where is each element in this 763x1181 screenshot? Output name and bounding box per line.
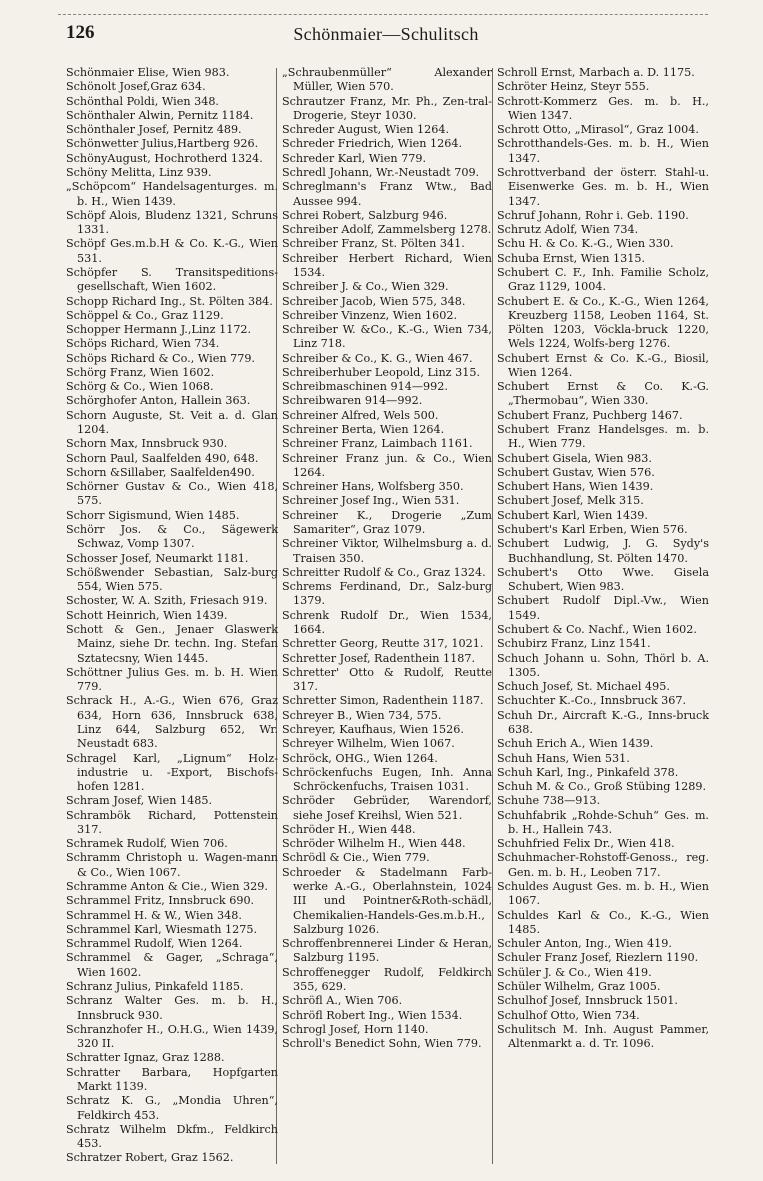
directory-entry: Schretter Simon, Radenthein 1187. [282,694,484,708]
directory-entry: Schubert Ludwig, J. G. Sydy's Buchhandlung, St. Pölten 1470. [497,537,709,565]
directory-entry: Schreiner Viktor, Wilhelmsburg a. d. Traisen 350. [282,537,492,565]
directory-entry: Schrammel H. & W., Wien 348. [66,908,242,922]
directory-entry: Schrott Otto, „Mirasol“, Graz 1004. [497,123,699,137]
directory-entry: Schörghofer Anton, Hallein 363. [66,394,251,408]
directory-entry: Schuh Dr., Aircraft K.-G., Inns-bruck 638. [497,708,709,736]
directory-entry: Schuh Erich A., Wien 1439. [497,737,654,751]
directory-entry: Schrogl Josef, Horn 1140. [282,1022,429,1036]
directory-entry: Schrottverband der österr. Stahl-u. Eisenwerke Ges. m. b. H., Wien 1347. [497,165,709,208]
directory-entry: Schubert Josef, Melk 315. [497,494,644,508]
directory-entry: Schröfl A., Wien 706. [282,994,403,1008]
directory-entry: Schreiber Herbert Richard, Wien 1534. [282,251,492,279]
directory-entry: Schrei Robert, Salzburg 946. [282,208,448,222]
directory-entry: Schuh M. & Co., Groß Stübing 1289. [497,780,707,794]
directory-entry: Schönolt Josef,Graz 634. [66,80,206,94]
directory-entry: Schroeder & Stadelmann Farb-werke A.-G., Oberlahnstein, 1024 III und Pointner&Roth-schädl, Chemikalien-Handels-Ges.m.b.H., Salzburg 1026. [282,865,492,936]
directory-entry: Schubert's Karl Erben, Wien 576. [497,523,688,536]
directory-entry: Schöpf Alois, Bludenz 1321, Schruns 1331. [66,208,278,237]
directory-entry: Schöppel & Co., Graz 1129. [66,308,224,322]
directory-entry: Schulhof Otto, Wien 734. [497,1008,640,1022]
directory-entry: Schuhfried Felix Dr., Wien 418. [497,837,675,851]
directory-entry: Schroffenbrennerei Linder & Heran, Salzburg 1195. [282,937,492,965]
directory-entry: Schrems Ferdinand, Dr., Salz-burg 1379. [282,580,492,608]
directory-entry: Schubert E. & Co., K.-G., Wien 1264, Kreuzberg 1158, Leoben 1164, St. Pölten 1203, Vöckla-bruck 1220, Wels 1224, Wolfs-berg 1276. [497,294,709,351]
directory-entry: Schoster, W. A. Szith, Friesach 919. [66,594,268,608]
directory-entry: Schöpfer S. Transitspeditions-gesellschaft, Wien 1602. [66,265,278,294]
directory-entry: Schrotthandels-Ges. m. b. H., Wien 1347. [497,137,709,165]
directory-entry: Schrambök Richard, Pottenstein 317. [66,808,278,836]
directory-entry: Schrenk Rudolf Dr., Wien 1534, 1664. [282,608,492,636]
directory-entry: Schörr Jos. & Co., Sägewerk Schwaz, Vomp 1307. [66,523,278,551]
directory-entry: Schott Heinrich, Wien 1439. [66,608,228,622]
directory-entry: Schubert Gustav, Wien 576. [497,465,655,479]
directory-entry: Schreiber Jacob, Wien 575, 348. [282,294,466,308]
directory-entry: Schüler Wilhelm, Graz 1005. [497,980,661,993]
directory-entry: Schroffenegger Rudolf, Feldkirch 355, 629. [282,965,492,993]
directory-entry: Schreiner Franz jun. & Co., Wien 1264. [282,451,492,479]
directory-entry: Schranz Walter Ges. m. b. H., Innsbruck 930. [66,994,278,1022]
directory-entry: Schopp Richard Ing., St. Pölten 384. [66,294,273,308]
directory-entry: Schreyer Wilhelm, Wien 1067. [282,737,455,751]
directory-entry: Schubert's Otto Wwe. Gisela Schubert, Wien 983. [497,565,709,594]
directory-entry: Schreibwaren 914—992. [282,394,423,408]
directory-entry: Schorn &Sillaber, Saalfelden490. [66,465,255,479]
directory-entry: Schulhof Josef, Innsbruck 1501. [497,994,678,1008]
directory-entry: Schramm Christoph u. Wagen-mann & Co., Wien 1067. [66,851,278,879]
directory-entry: Schreiner K., Drogerie „Zum Samariter“, Graz 1079. [282,508,492,536]
directory-entry: Schorn Max, Innsbruck 930. [66,437,228,451]
directory-entry: „Schöpcom“ Handelsagenturges. m. b. H., Wien 1439. [66,180,278,208]
directory-entry: Schreibmaschinen 914—992. [282,380,448,394]
directory-entry: Schubert Rudolf Dipl.-Vw., Wien 1549. [497,594,709,622]
directory-entry: Schrödl & Cie., Wien 779. [282,851,430,865]
directory-entry: Schreiner Alfred, Wels 500. [282,408,439,422]
directory-entry: Schörg Franz, Wien 1602. [66,365,215,379]
directory-entry: Schratter Ignaz, Graz 1288. [66,1051,225,1065]
directory-entry: Schuba Ernst, Wien 1315. [497,251,646,265]
directory-entry: Schrack H., A.-G., Wien 676, Graz 634, Horn 636, Innsbruck 638, Linz 644, Salzburg 652, Wr. Neustadt 683. [66,694,278,751]
directory-entry: Schreglmann's Franz Wtw., Bad Aussee 994. [282,180,492,208]
directory-entry: Schramme Anton & Cie., Wien 329. [66,880,268,894]
directory-entry: Schubert & Co. Nachf., Wien 1602. [497,622,697,636]
directory-entry: Schreiber Adolf, Zammelsberg 1278. [282,223,492,237]
directory-entry: Schönmaier Elise, Wien 983. [66,66,230,79]
directory-entry: Schrautzer Franz, Mr. Ph., Zen-tral-Drogerie, Steyr 1030. [282,94,492,122]
directory-entry: Schönthaler Alwin, Pernitz 1184. [66,108,254,122]
directory-entry: Schörg & Co., Wien 1068. [66,380,214,394]
directory-entry: Schrammel & Gager, „Schraga“, Wien 1602. [66,951,278,979]
column-1 [66,66,278,1166]
directory-entry: Schredl Johann, Wr.-Neustadt 709. [282,165,480,179]
page-header [66,22,706,52]
directory-entry: Schreiber W. &Co., K.-G., Wien 734, Linz 718. [282,323,492,351]
directory-entry: SchönyAugust, Hochrotherd 1324. [66,151,263,165]
directory-entry: Schubert Ernst & Co. K.-G. „Thermobau“, Wien 330. [497,380,709,408]
directory-entry: Schuhfabrik „Rohde-Schuh“ Ges. m. b. H., Hallein 743. [497,808,709,836]
directory-entry: Schröfl Robert Ing., Wien 1534. [282,1008,463,1022]
directory-entry: Schopper Hermann J.,Linz 1172. [66,323,252,337]
directory-entry: Schreiner Hans, Wolfsberg 350. [282,480,464,494]
page-number: 126 [66,22,95,43]
directory-entry: Schreder Friedrich, Wien 1264. [282,137,463,151]
directory-entry: Schreiber & Co., K. G., Wien 467. [282,351,473,365]
directory-entry: Schreiber Franz, St. Pölten 341. [282,237,465,251]
directory-entry: Schramek Rudolf, Wien 706. [66,837,228,851]
directory-entry: Schretter Georg, Reutte 317, 1021. [282,637,484,651]
directory-entry: Schorn Paul, Saalfelden 490, 648. [66,451,259,465]
directory-entry: Schüler J. & Co., Wien 419. [497,965,652,979]
directory-entry: Schretter' Otto & Rudolf, Reutte 317. [282,665,492,694]
column-2 [282,66,492,1051]
directory-entry: Schrutz Adolf, Wien 734. [497,223,639,237]
directory-entry: „Schraubenmüller“ Alexander Müller, Wien 570. [282,66,492,94]
directory-entry: Schönwetter Julius,Hartberg 926. [66,137,259,151]
directory-entry: Schuh Karl, Ing., Pinkafeld 378. [497,765,679,779]
directory-entry: Schöps Richard & Co., Wien 779. [66,351,255,365]
directory-entry: Schöps Richard, Wien 734. [66,337,220,351]
directory-entry: Schubert Ernst & Co. K.-G., Biosil, Wien 1264. [497,351,709,379]
directory-entry: Schreyer, Kaufhaus, Wien 1526. [282,722,464,736]
directory-entry: Schreiner Josef Ing., Wien 531. [282,494,460,508]
directory-entry: Schrammel Karl, Wiesmath 1275. [66,922,257,936]
directory-entry: Schott & Gen., Jenaer Glaswerk Mainz, siehe Dr. techn. Ing. Stefan Sztatecsny, Wien 1445. [66,622,278,665]
directory-entry: Schorr Sigismund, Wien 1485. [66,508,240,522]
directory-entry: Schreiner Berta, Wien 1264. [282,423,445,437]
directory-entry: Schroll's Benedict Sohn, Wien 779. [282,1037,482,1051]
running-head: Schönmaier—Schulitsch [293,24,479,44]
directory-entry: Schröter Heinz, Steyr 555. [497,80,650,94]
directory-entry: Schrammel Fritz, Innsbruck 690. [66,894,255,908]
top-border-rule [58,14,708,15]
directory-entry: Schubert Franz Handelsges. m. b. H., Wien 779. [497,423,709,451]
directory-entry: Schruf Johann, Rohr i. Geb. 1190. [497,208,689,222]
directory-entry: Schubirz Franz, Linz 1541. [497,637,651,651]
directory-entry: Schreyer B., Wien 734, 575. [282,708,442,722]
column-divider [492,68,493,1164]
directory-entry: Schrammel Rudolf, Wien 1264. [66,937,243,951]
directory-entry: Schröckenfuchs Eugen, Inh. Anna Schröckenfuchs, Traisen 1031. [282,765,492,794]
directory-entry: Schubert Franz, Puchberg 1467. [497,408,683,422]
directory-entry: Schulitsch M. Inh. August Pammer, Altenmarkt a. d. Tr. 1096. [497,1022,709,1051]
directory-entry: Schröder H., Wien 448. [282,822,416,836]
directory-entry: Schreiberhuber Leopold, Linz 315. [282,365,481,379]
directory-entry: Schrott-Kommerz Ges. m. b. H., Wien 1347. [497,94,709,122]
directory-entry: Schu H. & Co. K.-G., Wien 330. [497,237,674,251]
directory-entry: Schröder Gebrüder, Warendorf, siehe Josef Kreihsl, Wien 521. [282,794,492,822]
directory-entry: Schranz Julius, Pinkafeld 1185. [66,980,244,993]
directory-entry: Schuchter K.-Co., Innsbruck 367. [497,694,687,708]
directory-entry: Schubert Karl, Wien 1439. [497,508,648,522]
directory-entry: Schreiber J. & Co., Wien 329. [282,280,449,294]
directory-entry: Schratzer Robert, Graz 1562. [66,1151,234,1165]
directory-entry: Schörner Gustav & Co., Wien 418, 575. [66,480,278,508]
directory-entry: Schröck, OHG., Wien 1264. [282,751,438,765]
directory-entry: Schöttner Julius Ges. m. b. H. Wien 779. [66,665,278,694]
directory-entry: Schröder Wilhelm H., Wien 448. [282,837,466,851]
directory-entry: Schosser Josef, Neumarkt 1181. [66,551,249,565]
directory-entry: Schubert Gisela, Wien 983. [497,451,652,465]
directory-entry: Schubert C. F., Inh. Familie Scholz, Graz 1129, 1004. [497,265,709,294]
directory-entry: Schreder August, Wien 1264. [282,123,450,137]
directory-entry: Schreiner Franz, Laimbach 1161. [282,437,473,451]
directory-entry: Schratz K. G., „Mondia Uhren“, Feldkirch 453. [66,1094,278,1122]
directory-entry: Schreitter Rudolf & Co., Graz 1324. [282,565,486,579]
directory-entry: Schuldes August Ges. m. b. H., Wien 1067. [497,880,709,908]
directory-entry: Schöpf Ges.m.b.H & Co. K.-G., Wien 531. [66,237,278,265]
directory-entry: Schuhe 738—913. [497,794,601,808]
directory-entry: Schretter Josef, Radenthein 1187. [282,651,476,665]
directory-entry: Schönthaler Josef, Pernitz 489. [66,123,242,137]
directory-entry: Schuh Hans, Wien 531. [497,751,630,765]
directory-entry: Schößwender Sebastian, Salz-burg 554, Wien 575. [66,565,278,594]
directory-entry: Schratz Wilhelm Dkfm., Feldkirch 453. [66,1122,278,1151]
directory-entry: Schranzhofer H., O.H.G., Wien 1439, 320 II. [66,1022,278,1051]
directory-entry: Schuch Josef, St. Michael 495. [497,680,670,694]
directory-entry: Schratter Barbara, Hopfgarten Markt 1139. [66,1065,278,1093]
directory-entry: Schuhmacher-Rohstoff-Genoss., reg. Gen. m. b. H., Leoben 717. [497,851,709,879]
directory-entry: Schorn Auguste, St. Veit a. d. Glan 1204. [66,408,278,437]
directory-entry: Schragel Karl, „Lignum“ Holz-industrie u. -Export, Bischofs-hofen 1281. [66,751,278,794]
column-3 [497,66,709,1051]
directory-entry: Schönthal Poldi, Wien 348. [66,94,219,108]
directory-entry: Schuler Anton, Ing., Wien 419. [497,937,672,951]
directory-entry: Schroll Ernst, Marbach a. D. 1175. [497,66,695,79]
directory-entry: Schram Josef, Wien 1485. [66,794,213,808]
directory-entry: Schubert Hans, Wien 1439. [497,480,654,494]
directory-entry: Schuldes Karl & Co., K.-G., Wien 1485. [497,908,709,936]
directory-entry: Schreiber Vinzenz, Wien 1602. [282,308,458,322]
directory-entry: Schuler Franz Josef, Riezlern 1190. [497,951,699,965]
directory-entry: Schöny Melitta, Linz 939. [66,165,212,179]
directory-entry: Schuch Johann u. Sohn, Thörl b. A. 1305. [497,651,709,679]
directory-entry: Schreder Karl, Wien 779. [282,151,427,165]
